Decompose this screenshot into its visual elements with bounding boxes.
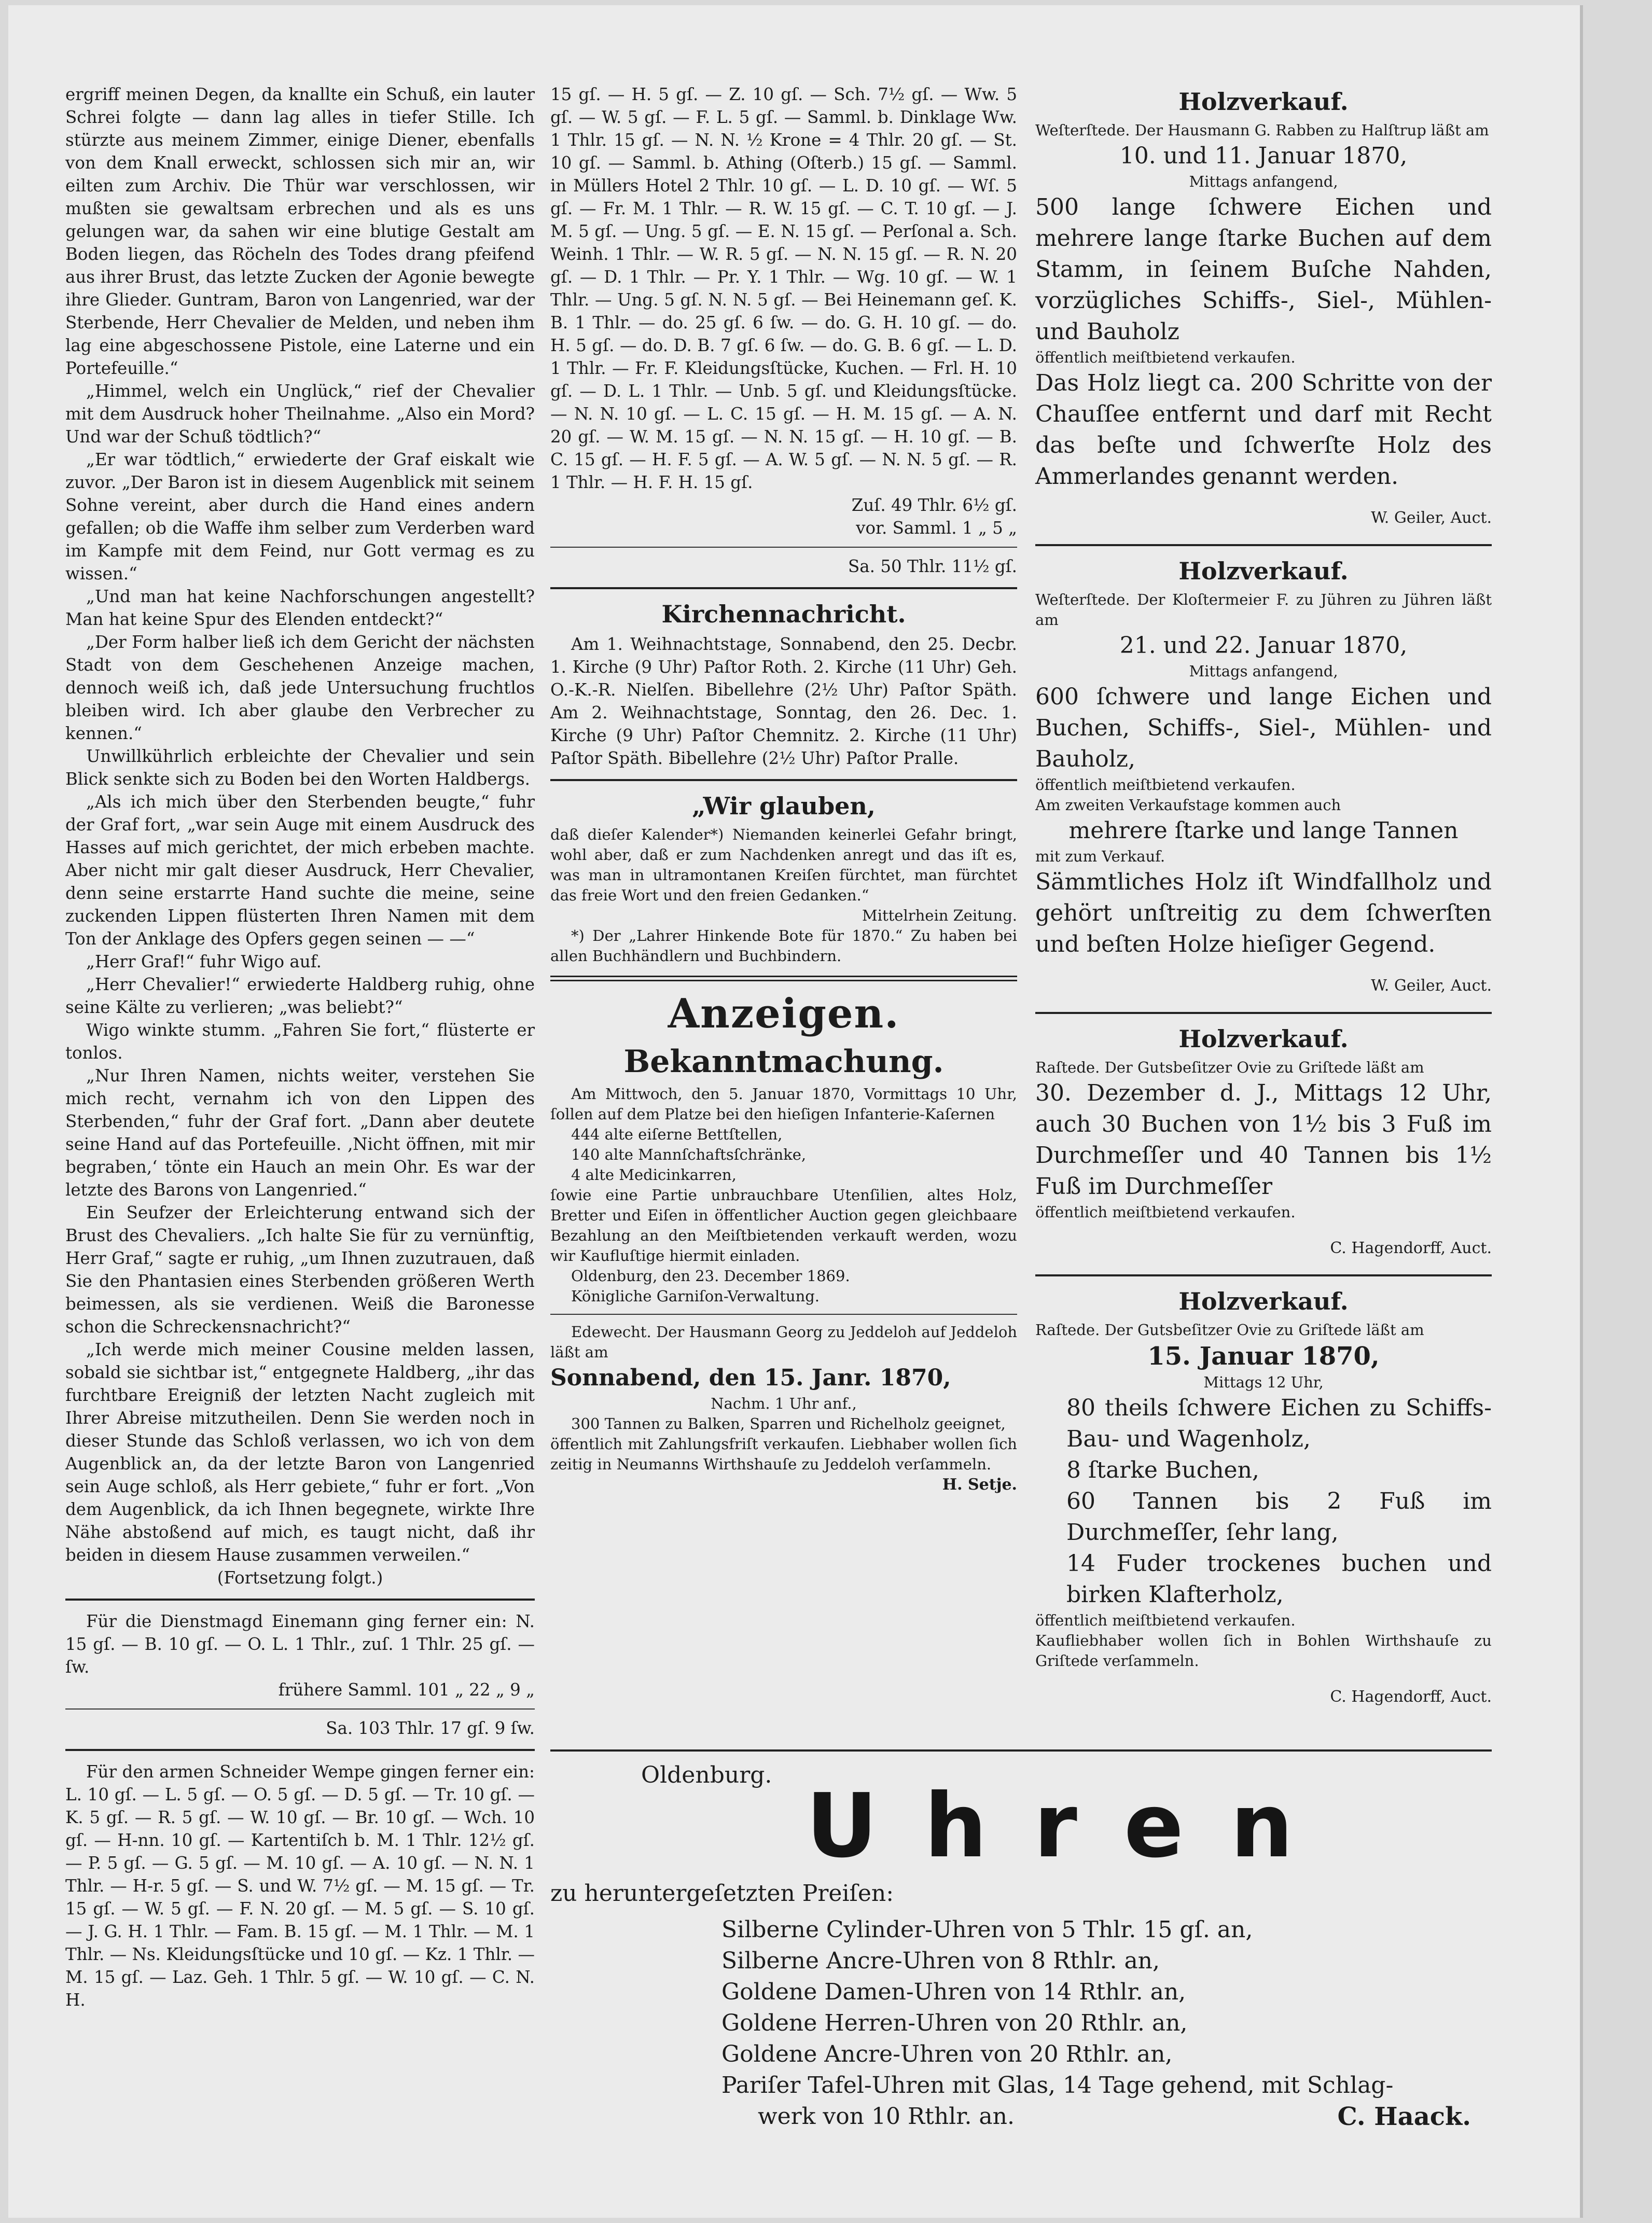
holz2-extra1: Am zweiten Verkaufstage kommen auch [1035,796,1341,814]
divider [65,1599,535,1601]
holz1-signature: W. Geiler, Auct. [1371,509,1492,527]
bekannt-rest: ſowie eine Partie unbrauchbare Utenſilien, altes Holz, Bretter und Eiſen in öffentlicher Auction gegen gleichbaare Bezahlung an den Meiſtbietenden verkauft werden, wozu wir Kaufluſtige hiermit einladen. [550,1186,1017,1265]
holz2-signature: W. Geiler, Auct. [1371,977,1492,995]
wempe-sum1: Zuſ. 49 Thlr. 6½ gſ. [851,495,1017,515]
story-paragraph: Wigo winkte stumm. „Fahren Sie fort,“ flüsterte er tonlos. [65,1020,535,1063]
bekannt-intro: Am Mittwoch, den 5. Januar 1870, Vormittags 10 Uhr, ſollen auf dem Platze bei den hieſigen Infanterie-Kaſernen [550,1085,1017,1123]
setje-item: 300 Tannen zu Balken, Sparren und Richelholz geeignet, [571,1415,1006,1433]
divider [550,1749,1492,1752]
glauben-heading: „Wir glauben, [692,792,876,820]
divider [1035,1274,1492,1276]
uhren-lead: zu heruntergeſetzten Preiſen: [550,1880,894,1907]
uhren-price-item: Goldene Ancre-Uhren von 20 Rthlr. an, [721,2041,1173,2067]
holz1-sell: öffentlich meiſtbietend verkaufen. [1035,349,1296,366]
divider [550,587,1017,589]
bekannt-item: 444 alte eiſerne Bettſtellen, [571,1126,783,1143]
glauben-source: Mittelrhein Zeitung. [862,907,1017,924]
bekannt-date: Oldenburg, den 23. December 1869. [571,1267,850,1285]
holz2-sell: öffentlich meiſtbietend verkaufen. [1035,776,1296,794]
story-paragraph: „Der Form halber ließ ich dem Gericht der nächsten Stadt von dem Geschehenen Anzeige machen, dennoch weiß ich, daß jede Untersuchung fruchtlos bleiben wird. Ich aber glaube den Verbrecher zu kennen.“ [65,632,535,743]
uhren-title: Uhren [806,1775,1340,1878]
setje-time: Nachm. 1 Uhr anf., [711,1395,857,1412]
holz-ad-1 [1035,86,1492,529]
setje-signature: H. Setje. [942,1476,1017,1494]
uhren-price-item: Silberne Cylinder-Uhren von 5 Thlr. 15 gſ. an, [721,1916,1253,1943]
holz4-note: Kaufliebhaber wollen ſich in Bohlen Wirthshauſe zu Griſtede verſammeln. [1035,1632,1492,1670]
glauben-text: daß dieſer Kalender*) Niemanden keinerlei Gefahr bringt, wohl aber, daß er zum Nachdenken anregt und das iſt es, was man in ultramontanen Kreiſen fürchtet, man fürchtet das freie Wort und den freien Gedanken.“ [550,826,1017,904]
wempe-text: Für den armen Schneider Wempe gingen ferner ein: L. 10 gſ. — L. 5 gſ. — O. 5 gſ. — D. 5 gſ. — Tr. 10 gſ. — K. 5 gſ. — R. 5 gſ. — W. 10 gſ. — Br. 10 gſ. — Wch. 10 gſ. — H-nn. 10 gſ. — Kartentiſch b. M. 1 Thlr. 12½ gſ. — P. 5 gſ. — G. 5 gſ. — M. 10 gſ. — A. 10 gſ. — N. N. 1 Thlr. — H-r. 5 gſ. — S. und W. 7½ gſ. — M. 15 gſ. — Tr. 15 gſ. — W. 5 gſ. — F. N. 20 gſ. — M. 5 gſ. — S. 10 gſ. — J. G. H. 1 Thlr. — Fam. B. 15 gſ. — M. 1 Thlr. — M. 1 Thlr. — Ns. Kleidungsſtücke und 10 gſ. — Kz. 1 Thlr. — M. 15 gſ. — Laz. Geh. 1 Thlr. 5 gſ. — W. 10 gſ. — C. N. H. [65,1762,535,2010]
holz1-items: 500 lange ſchwere Eichen und mehrere lange ſtarke Buchen auf dem Stamm, in ſeinem Buſche Nahden, vorzügliches Schiffs-, Siel-, Mühlen- und Bauholz [1035,194,1492,345]
wempe-sum2: vor. Samml. 1 „ 5 „ [856,518,1017,538]
story-paragraph: „Nur Ihren Namen, nichts weiter, verstehen Sie mich recht, vernahm ich von den Lippen des Sterbenden,“ fuhr der Graf fort. „Dann aber deutete seine Hand auf das Portefeuille. ‚Nicht öffnen, mit mir begraben,‘ tönte ein Hauch an mein Ohr. Es war der letzte des Barons von Langenried.“ [65,1066,535,1200]
holz4-time: Mittags 12 Uhr, [1203,1373,1324,1391]
bekannt-item: 4 alte Medicinkarren, [571,1166,737,1184]
holz-ad-3 [1035,1023,1492,1259]
holz4-item: 60 Tannen bis 2 Fuß im Durchmeſſer, ſehr lang, [1066,1488,1492,1546]
divider [550,779,1017,781]
story-paragraph: „Als ich mich über den Sterbenden beugte,“ fuhr der Graf fort, „war sein Auge mit einem Ausdruck des Hasses auf mich gerichtet, der mich erbeben machte. Aber nicht mir galt dieser Ausdruck, Herr Chevalier, denn seine erstarrte Hand suchte die meine, seine zuckenden Lippen flüsterten Ihren Namen mit dem Ton der Anklage des Opfers gegen seinen — —“ [65,792,535,949]
holz4-item: 8 ſtarke Buchen, [1066,1457,1259,1483]
story-paragraph: „Himmel, welch ein Unglück,“ rief der Chevalier mit dem Ausdruck hoher Theilnahme. „Also ein Mord? Und war der Schuß tödtlich?“ [65,381,535,447]
holz4-date: 15. Januar 1870, [1147,1342,1380,1371]
holz2-note: Sämmtliches Holz iſt Windfallholz und gehört unſtreitig zu dem ſchwerſten und beſten Holze hieſiger Gegend. [1035,869,1492,957]
story-paragraph: „Ich werde mich meiner Cousine melden lassen, sobald sie sichtbar ist,“ entgegnete Haldberg, „ihr das furchtbare Ereigniß der letzten Nacht zugleich mit Ihrer Abreise mitzutheilen. Denn Sie werden noch in dieser Stunde das Schloß verlassen, wo ich von dem Augenblick an, da der letzte Baron von Langenried sein Auge schloß, als Herr gebiete,“ fuhr er fort. „Von dem Augenblick, da ich Ihnen begegnete, wirkte Ihre Nähe abstoßend auf mich, es taugt nicht, daß ihr beiden in diesem Hause zusammen verweilen.“ [65,1340,535,1565]
continued-note: (Fortsetzung folgt.) [217,1568,383,1588]
story-paragraph: „Er war tödtlich,“ erwiederte der Graf eiskalt wie zuvor. „Der Baron ist in diesem Augenblick mit seinem Sohne vereint, aber durch die Hand eines andern gefallen; ob die Waffe ihm selber zum Verderben ward im Kampfe mit dem Feind, nur Gott vermag es zu wissen.“ [65,450,535,583]
glauben-footnote: *) Der „Lahrer Hinkende Bote für 1870.“ Zu haben bei allen Buchhändlern und Buchbindern. [550,927,1017,965]
uhren-ad [550,1740,1492,2132]
einemann-total: Sa. 103 Thlr. 17 gſ. 9 ſw. [326,1718,535,1738]
holz2-date: 21. und 22. Januar 1870, [1119,632,1408,659]
einemann-donations [65,1610,535,1740]
story-paragraph: „Herr Chevalier!“ erwiederte Haldberg ruhig, ohne seine Kälte zu verlieren; „was beliebt?“ [65,975,535,1017]
divider [1035,1012,1492,1014]
holz2-intro: Weſterſtede. Der Kloſtermeier F. zu Jühren zu Jühren läßt am [1035,591,1492,629]
setje-intro: Edewecht. Der Hausmann Georg zu Jeddeloh auf Jeddeloh läßt am [550,1323,1017,1361]
uhren-price-last: werk von 10 Rthlr. an. [758,2103,1015,2130]
divider [1035,544,1492,546]
holz1-note: Das Holz liegt ca. 200 Schritte von der Chauſſee entfernt und darf mit Recht das beſte und ſchwerſte Holz des Ammerlandes genannt werden. [1035,370,1492,490]
holz4-item: 14 Fuder trockenes buchen und birken Klafterholz, [1066,1550,1492,1608]
bekannt-heading: Bekanntmachung. [623,1044,944,1080]
newspaper-page [8,5,1580,2218]
setje-date: Sonnabend, den 15. Janr. 1870, [550,1365,951,1391]
holz3-items: 30. Dezember d. J., Mittags 12 Uhr, auch 30 Buchen von 1½ bis 3 Fuß im Durchmeſſer und 40 Tannen bis 1½ Fuß im Durchmeſſer [1035,1080,1492,1200]
wempe-donations [65,1760,535,2011]
uhren-place: Oldenburg. [641,1762,772,1788]
holz2-extra2: mehrere ſtarke und lange Tannen [1068,817,1459,844]
holz4-signature: C. Hagendorff, Auct. [1330,1688,1492,1706]
einemann-previous: frühere Samml. 101 „ 22 „ 9 „ [278,1680,535,1700]
holz4-sell: öffentlich meiſtbietend verkaufen. [1035,1611,1296,1629]
church-notice [550,633,1017,770]
story-paragraph: „Und man hat keine Nachforschungen angestellt? Man hat keine Spur des Elenden entdeckt?“ [65,587,535,629]
holz4-item: 80 theils ſchwere Eichen zu Schiffs-Bau- und Wagenholz, [1066,1395,1492,1452]
story-paragraph: „Herr Graf!“ fuhr Wigo auf. [86,952,322,971]
divider [65,1749,535,1751]
uhren-price-item: Pariſer Tafel-Uhren mit Glas, 14 Tage gehend, mit Schlag- [721,2072,1394,2099]
uhren-price-item: Goldene Damen-Uhren von 14 Rthlr. an, [721,1979,1186,2005]
holz3-signature: C. Hagendorff, Auct. [1330,1239,1492,1257]
holz2-time: Mittags anfangend, [1189,662,1338,680]
holz1-date: 10. und 11. Januar 1870, [1119,143,1408,169]
divider [550,1314,1017,1315]
serial-story [65,83,535,1589]
holz4-heading: Holzverkauf. [1178,1287,1349,1315]
uhren-prices [550,1878,1492,2132]
holz2-extra3: mit zum Verkauf. [1035,847,1165,865]
holz1-time: Mittags anfangend, [1189,173,1338,190]
sum-rule [550,547,1017,548]
holz3-heading: Holzverkauf. [1178,1025,1349,1053]
holz2-heading: Holzverkauf. [1178,557,1349,585]
einemann-text: Für die Dienstmagd Einemann ging ferner ein: N. 15 gſ. — B. 10 gſ. — O. L. 1 Thlr., zuſ. 1 Thlr. 25 gſ. — ſw. [65,1611,535,1677]
wempe-continued [550,83,1017,578]
church-heading: Kirchennachricht. [661,600,906,628]
glauben-notice [550,825,1017,966]
wempe-total: Sa. 50 Thlr. 11½ gſ. [848,557,1017,576]
column-2 [550,83,1017,1495]
ads-heading: Anzeigen. [668,990,900,1037]
holz3-sell: öffentlich meiſtbietend verkaufen. [1035,1203,1296,1221]
uhren-price-item: Silberne Ancre-Uhren von 8 Rthlr. an, [721,1948,1160,1974]
story-paragraph: Ein Seufzer der Erleichterung entwand sich der Brust des Chevaliers. „Ich halte Sie für zu vernünftig, Herr Graf,“ sagte er ruhig, „um Ihnen zuzutrauen, daß Sie den Phantasien eines Sterbenden größeren Werth beimessen, als sie verdienen. Weiß die Baronesse schon die Schreckensnachricht?“ [65,1203,535,1337]
uhren-price-item: Goldene Herren-Uhren von 20 Rthlr. an, [721,2010,1188,2036]
column-3 [1035,83,1492,1723]
story-paragraph: Unwillkührlich erbleichte der Chevalier und sein Blick senkte sich zu Boden bei den Worten Haldbergs. [65,746,535,789]
bekannt-notice [550,1084,1017,1307]
holz-ad-2 [1035,555,1492,996]
setje-ad [550,1322,1017,1495]
church-text: Am 1. Weihnachtstage, Sonnabend, den 25. Decbr. 1. Kirche (9 Uhr) Paſtor Roth. 2. Kirche (11 Uhr) Geh. O.-K.-R. Nielſen. Bibellehre (2½ Uhr) Paſtor Späth. Am 2. Weihnachtstage, Sonntag, den 26. Dec. 1. Kirche (9 Uhr) Paſtor Chemnitz. 2. Kirche (11 Uhr) Paſtor Späth. Bibellehre (2½ Uhr) Paſtor Pralle. [550,634,1017,768]
story-paragraph: ergriff meinen Degen, da knallte ein Schuß, ein lauter Schrei folgte — dann lag alles in tiefer Stille. Ich stürzte aus meinem Zimmer, einige Diener, ebenfalls von dem Knall erweckt, schlossen sich mir an, wir eilten zum Archiv. Die Thür war verschlossen, wir mußten sie gewaltsam erbrechen und als es uns gelungen war, da sahen wir eine blutige Gestalt am Boden liegen, das Röcheln des Todes drang pfeifend aus ihrer Brust, das letzte Zucken der Agonie bewegte ihre Glieder. Guntram, Baron von Langenried, war der Sterbende, Herr Chevalier de Melden, und neben ihm lag eine abgeschossene Pistole, eine Laterne und ein Portefeuille.“ [65,85,535,378]
holz3-intro: Raſtede. Der Gutsbeſitzer Ovie zu Griſtede läßt am [1035,1059,1424,1076]
double-divider [550,976,1017,981]
bekannt-signature: Königliche Garniſon-Verwaltung. [571,1287,820,1305]
bekannt-item: 140 alte Mannſchaftsſchränke, [571,1146,807,1163]
holz-ad-4 [1035,1286,1492,1707]
sum-rule [65,1708,535,1710]
holz1-heading: Holzverkauf. [1178,88,1349,116]
holz2-items: 600 ſchwere und lange Eichen und Buchen, Schiffs-, Siel-, Mühlen- und Bauholz, [1035,684,1492,772]
setje-rest: öffentlich mit Zahlungsfriſt verkaufen. Liebhaber wollen ſich zeitig in Neumanns Wirthshauſe zu Jeddeloh verſammeln. [550,1435,1017,1473]
uhren-signature: C. Haack. [1337,2102,1471,2131]
column-1 [65,83,535,2011]
wempe-cont-text: 15 gſ. — H. 5 gſ. — Z. 10 gſ. — Sch. 7½ gſ. — Ww. 5 gſ. — W. 5 gſ. — F. L. 5 gſ. — Samml. b. Dinklage Ww. 1 Thlr. 15 gſ. — N. N. ½ Krone = 4 Thlr. 20 gſ. — St. 10 gſ. — Samml. b. Athing (Oſterb.) 15 gſ. — Samml. in Müllers Hotel 2 Thlr. 10 gſ. — L. D. 10 gſ. — Wſ. 5 gſ. — Fr. M. 1 Thlr. — R. W. 15 gſ. — C. T. 10 gſ. — J. M. 5 gſ. — Ung. 5 gſ. — E. N. 15 gſ. — Perſonal a. Sch. Weinh. 1 Thlr. — W. R. 5 gſ. — N. N. 15 gſ. — R. N. 20 gſ. — D. 1 Thlr. — Pr. Y. 1 Thlr. — Wg. 10 gſ. — W. 1 Thlr. — Ung. 5 gſ. N. N. 5 gſ. — Bei Heinemann geſ. K. B. 1 Thlr. — do. 25 gſ. 6 ſw. — do. G. H. 10 gſ. — do. H. 5 gſ. — do. D. B. 7 gſ. 6 ſw. — do. G. B. 6 gſ. — L. D. 1 Thlr. — Fr. F. Kleidungsſtücke, Kuchen. — Frl. H. 10 gſ. — D. L. 1 Thlr. — Unb. 5 gſ. und Kleidungsſtücke. — N. N. 10 gſ. — L. C. 15 gſ. — H. M. 15 gſ. — A. N. 20 gſ. — W. M. 15 gſ. — N. N. 15 gſ. — H. 10 gſ. — B. C. 15 gſ. — H. F. 5 gſ. — A. W. 5 gſ. — N. N. 5 gſ. — R. 1 Thlr. — H. F. H. 15 gſ. [550,85,1017,492]
holz1-intro: Weſterſtede. Der Hausmann G. Rabben zu Halſtrup läßt am [1035,121,1489,139]
holz4-intro: Raſtede. Der Gutsbeſitzer Ovie zu Griſtede läßt am [1035,1321,1424,1339]
